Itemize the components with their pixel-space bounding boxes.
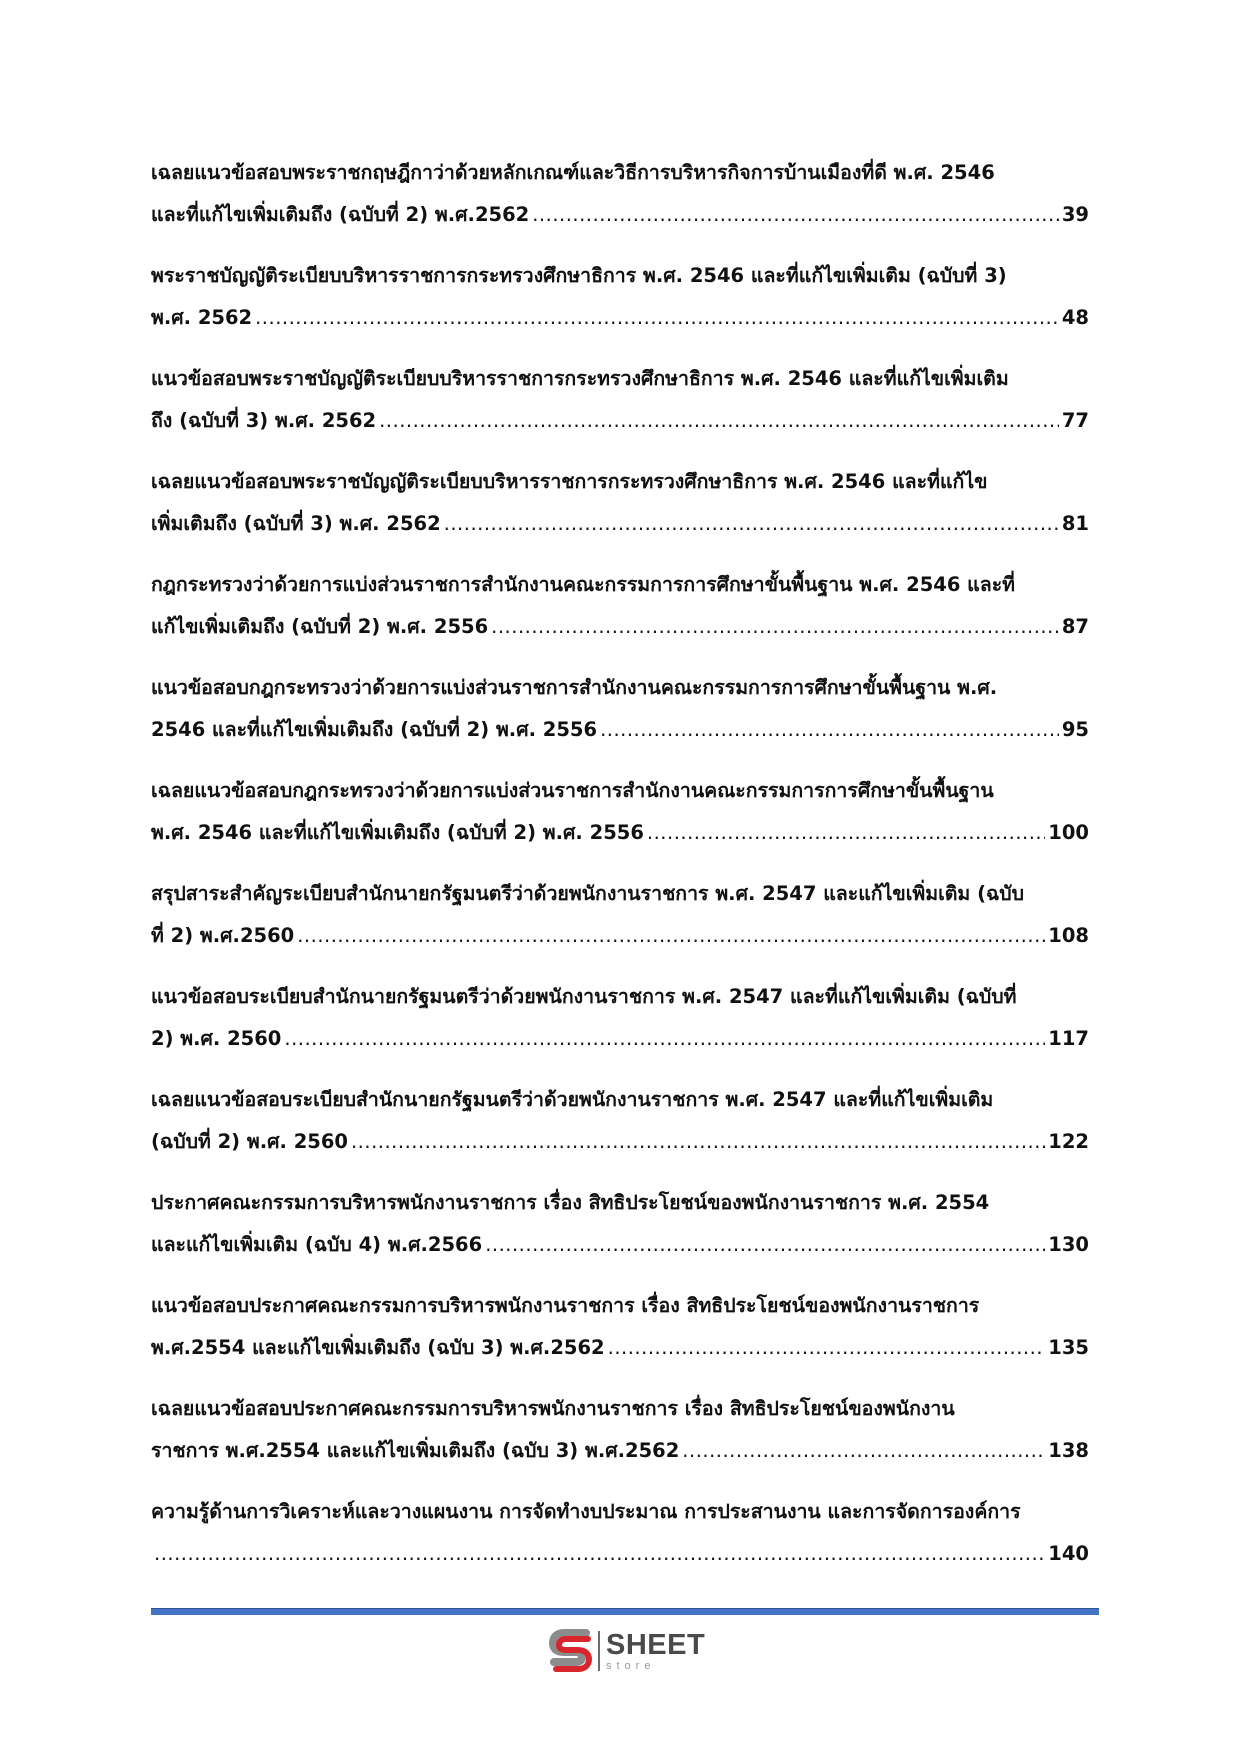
- sheet-store-logo-icon: [548, 1627, 594, 1675]
- toc-entry[interactable]: [151, 358, 1089, 461]
- toc-entry-title: พระราชบัญญัติระเบียบบริหารราชการกระทรวงศึกษาธิการ พ.ศ. 2546 และที่แก้ไขเพิ่มเติม (ฉบับที่ 3): [151, 264, 1007, 287]
- toc-entry-continuation: [151, 194, 1089, 236]
- footer-divider: [151, 1608, 1099, 1615]
- toc-entry-title: ความรู้ด้านการวิเคราะห์และวางแผนงาน การจัดทำงบประมาณ การประสานงาน และการจัดการองค์การ: [151, 1500, 1021, 1523]
- toc-entry[interactable]: [151, 1285, 1089, 1388]
- dot-leader: [297, 915, 1045, 957]
- toc-entry-continuation: [151, 1224, 1089, 1266]
- toc-entry-title-continued: แก้ไขเพิ่มเติมถึง (ฉบับที่ 2) พ.ศ. 2556: [151, 615, 489, 638]
- toc-entry-title-continued: พ.ศ. 2562: [151, 306, 253, 329]
- toc-entry-title: เฉลยแนวข้อสอบประกาศคณะกรรมการบริหารพนักงานราชการ เรื่อง สิทธิประโยชน์ของพนักงาน: [151, 1397, 955, 1420]
- dot-leader: [255, 297, 1059, 339]
- logo-divider: [598, 1631, 600, 1671]
- toc-entry-title-continued: ราชการ พ.ศ.2554 และแก้ไขเพิ่มเติมถึง (ฉบับ 3) พ.ศ.2562: [151, 1439, 680, 1462]
- dot-leader: [608, 1327, 1046, 1369]
- toc-entry[interactable]: [151, 152, 1089, 255]
- toc-entry-continuation: [151, 400, 1089, 442]
- toc-entry-title: แนวข้อสอบพระราชบัญญัติระเบียบบริหารราชการกระทรวงศึกษาธิการ พ.ศ. 2546 และที่แก้ไขเพิ่มเติม: [151, 367, 1009, 390]
- logo-text: SHEET: [606, 1628, 706, 1661]
- toc-entry-title-continued: พ.ศ.2554 และแก้ไขเพิ่มเติมถึง (ฉบับ 3) พ.ศ.2562: [151, 1336, 605, 1359]
- page-number: 108: [1048, 924, 1089, 947]
- logo-subtext: store: [606, 1659, 656, 1672]
- page-number: 117: [1048, 1027, 1089, 1050]
- toc-entry-continuation: [151, 503, 1089, 545]
- toc-entry-title-continued: และแก้ไขเพิ่มเติม (ฉบับ 4) พ.ศ.2566: [151, 1233, 483, 1256]
- toc-entry-continuation: [151, 915, 1089, 957]
- toc-entry[interactable]: [151, 667, 1089, 770]
- toc-entry[interactable]: [151, 1182, 1089, 1285]
- page-number: 87: [1061, 615, 1089, 638]
- toc-entry-continuation: [151, 1533, 1089, 1575]
- toc-entry-continuation: [151, 297, 1089, 339]
- dot-leader: [351, 1121, 1045, 1163]
- toc-entry-title: แนวข้อสอบระเบียบสำนักนายกรัฐมนตรีว่าด้วยพนักงานราชการ พ.ศ. 2547 และที่แก้ไขเพิ่มเติม (ฉบับที่: [151, 985, 1017, 1008]
- page-number: 140: [1048, 1542, 1089, 1565]
- toc-entry-title-continued: ถึง (ฉบับที่ 3) พ.ศ. 2562: [151, 409, 377, 432]
- sheet-store-logo: [548, 1625, 718, 1677]
- page-number: 95: [1061, 718, 1089, 741]
- toc-entry-title-continued: 2546 และที่แก้ไขเพิ่มเติมถึง (ฉบับที่ 2) พ.ศ. 2556: [151, 718, 598, 741]
- toc-entry-continuation: [151, 709, 1089, 751]
- page-number: 81: [1061, 512, 1089, 535]
- toc-entry-title-continued: (ฉบับที่ 2) พ.ศ. 2560: [151, 1130, 348, 1153]
- page-number: 100: [1048, 821, 1089, 844]
- toc-entry-continuation: [151, 1430, 1089, 1472]
- dot-leader: [682, 1430, 1045, 1472]
- toc-entry[interactable]: [151, 770, 1089, 873]
- dot-leader: [154, 1533, 1045, 1575]
- toc-entry[interactable]: [151, 1079, 1089, 1182]
- logo-wordmark: [606, 1628, 706, 1672]
- toc-entry-continuation: [151, 1018, 1089, 1060]
- toc-entry-title: เฉลยแนวข้อสอบกฎกระทรวงว่าด้วยการแบ่งส่วนราชการสำนักงานคณะกรรมการการศึกษาขั้นพื้นฐาน: [151, 779, 994, 802]
- page-number: 48: [1061, 306, 1089, 329]
- dot-leader: [600, 709, 1059, 751]
- toc-entry-continuation: [151, 812, 1089, 854]
- page-number: 39: [1061, 203, 1089, 226]
- toc-entry-title: เฉลยแนวข้อสอบพระราชบัญญัติระเบียบบริหารราชการกระทรวงศึกษาธิการ พ.ศ. 2546 และที่แก้ไข: [151, 470, 988, 493]
- dot-leader: [491, 606, 1059, 648]
- toc-entry-title-continued: และที่แก้ไขเพิ่มเติมถึง (ฉบับที่ 2) พ.ศ.2562: [151, 203, 530, 226]
- dot-leader: [485, 1224, 1045, 1266]
- toc-entry-continuation: [151, 606, 1089, 648]
- toc-entry-title: สรุปสาระสำคัญระเบียบสำนักนายกรัฐมนตรีว่าด้วยพนักงานราชการ พ.ศ. 2547 และแก้ไขเพิ่มเติม (ฉบับ: [151, 882, 1025, 905]
- toc-entry-title-continued: ที่ 2) พ.ศ.2560: [151, 924, 295, 947]
- toc-entry-title-continued: เพิ่มเติมถึง (ฉบับที่ 3) พ.ศ. 2562: [151, 512, 441, 535]
- page-number: 138: [1048, 1439, 1089, 1462]
- toc-entry-title-continued: พ.ศ. 2546 และที่แก้ไขเพิ่มเติมถึง (ฉบับที่ 2) พ.ศ. 2556: [151, 821, 644, 844]
- page-number: 130: [1048, 1233, 1089, 1256]
- dot-leader: [284, 1018, 1045, 1060]
- toc-entry-continuation: [151, 1121, 1089, 1163]
- toc-entry-title: เฉลยแนวข้อสอบระเบียบสำนักนายกรัฐมนตรีว่าด้วยพนักงานราชการ พ.ศ. 2547 และที่แก้ไขเพิ่มเติม: [151, 1088, 994, 1111]
- toc-entry-title: กฎกระทรวงว่าด้วยการแบ่งส่วนราชการสำนักงานคณะกรรมการการศึกษาขั้นพื้นฐาน พ.ศ. 2546 และที่: [151, 573, 1016, 596]
- page-number: 77: [1061, 409, 1089, 432]
- toc-entry[interactable]: [151, 976, 1089, 1079]
- dot-leader: [532, 194, 1059, 236]
- dot-leader: [647, 812, 1045, 854]
- dot-leader: [379, 400, 1059, 442]
- toc-entry-title: แนวข้อสอบกฎกระทรวงว่าด้วยการแบ่งส่วนราชการสำนักงานคณะกรรมการการศึกษาขั้นพื้นฐาน พ.ศ.: [151, 676, 998, 699]
- toc-entry[interactable]: [151, 255, 1089, 358]
- toc-entry[interactable]: [151, 1491, 1089, 1594]
- toc-entry-continuation: [151, 1327, 1089, 1369]
- page-number: 135: [1048, 1336, 1089, 1359]
- toc-entry-title: แนวข้อสอบประกาศคณะกรรมการบริหารพนักงานราชการ เรื่อง สิทธิประโยชน์ของพนักงานราชการ: [151, 1294, 980, 1317]
- toc-entry-title-continued: 2) พ.ศ. 2560: [151, 1027, 282, 1050]
- dot-leader: [444, 503, 1059, 545]
- toc-entry[interactable]: [151, 564, 1089, 667]
- toc-entry[interactable]: [151, 873, 1089, 976]
- toc-entry-title: ประกาศคณะกรรมการบริหารพนักงานราชการ เรื่อง สิทธิประโยชน์ของพนักงานราชการ พ.ศ. 2554: [151, 1191, 990, 1214]
- page-number: 122: [1048, 1130, 1089, 1153]
- toc-entry[interactable]: [151, 1388, 1089, 1491]
- table-of-contents: [151, 152, 1089, 1594]
- toc-entry[interactable]: [151, 461, 1089, 564]
- toc-entry-title: เฉลยแนวข้อสอบพระราชกฤษฎีกาว่าด้วยหลักเกณฑ์และวิธีการบริหารกิจการบ้านเมืองที่ดี พ.ศ. 2546: [151, 161, 995, 184]
